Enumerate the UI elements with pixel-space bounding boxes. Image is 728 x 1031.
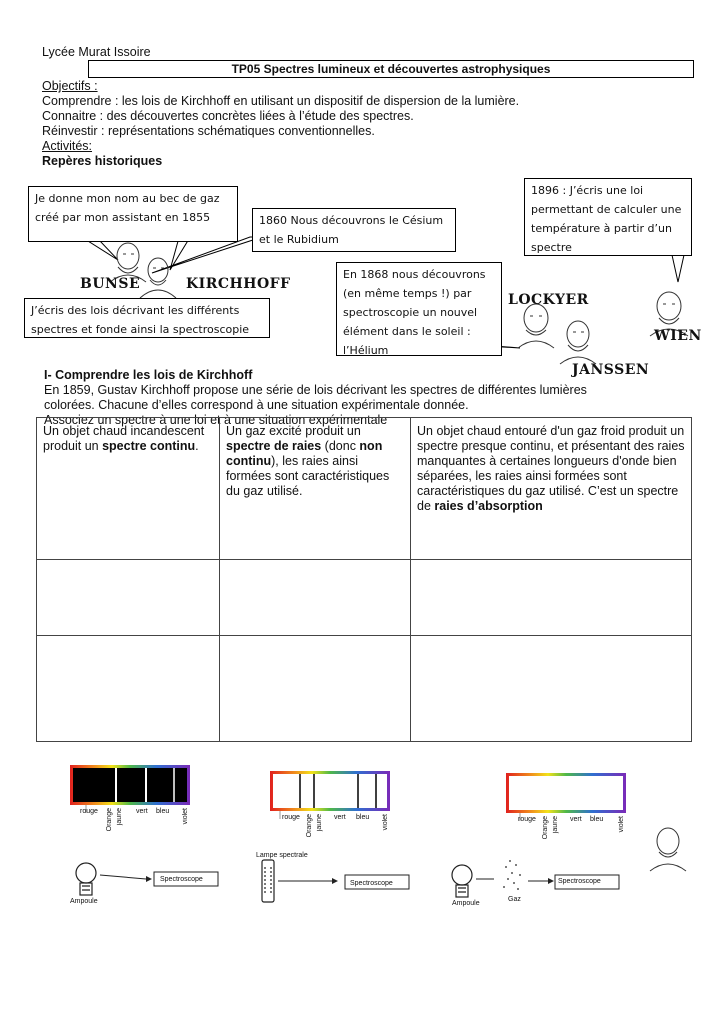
- lampe-spectrale-label: Lampe spectrale: [256, 852, 308, 859]
- law-continuous-cell: [37, 418, 220, 560]
- school-name: Lycée Murat Issoire: [42, 45, 151, 59]
- objectifs-section: [42, 79, 519, 169]
- gaz-label: Gaz: [508, 896, 521, 903]
- answer-cell[interactable]: [37, 636, 220, 742]
- law-text: Un objet chaud entouré d'un gaz froid produit un spectre presque continu, et présentant des raies manquantes à certaines longueurs d'onde bien séparées, les raies ainsi formées sont caractéristiques du gaz utilisé. C’est un spectre de: [417, 424, 685, 513]
- janssen-name: JANSSEN: [572, 362, 650, 378]
- answer-cell[interactable]: [220, 560, 411, 636]
- reperes-heading: Repères historiques: [42, 154, 163, 168]
- color-label: bleu: [590, 816, 604, 823]
- law-text: .: [195, 439, 199, 453]
- answer-cell[interactable]: [37, 560, 220, 636]
- spectra-diagrams: [0, 755, 728, 930]
- bunsen-name: BUNSE: [80, 276, 141, 292]
- color-label: rouge: [518, 816, 536, 823]
- color-label: bleu: [356, 814, 370, 821]
- wien-name: WIEN: [654, 328, 702, 344]
- spectroscope-label: Spectroscope: [350, 880, 393, 887]
- kirchhoff-laws-table: [36, 417, 692, 742]
- law-text: Un objet chaud incandescent produit un: [43, 424, 205, 453]
- wien-speech-bubble: 1896 : J’écris une loi permettant de calculer une température à partir d’un spectre: [524, 178, 692, 256]
- lockyer-portrait-icon: [518, 304, 554, 348]
- color-label: bleu: [156, 808, 170, 815]
- law-keyword: non continu: [226, 439, 383, 468]
- color-label: rouge: [282, 814, 300, 821]
- color-label: Orange: [542, 816, 549, 840]
- objectifs-heading: Objectifs :: [42, 79, 98, 93]
- objectif-line: Connaitre : des découvertes concrètes liées à l’étude des spectres.: [42, 109, 414, 123]
- section-line: En 1859, Gustav Kirchhoff propose une série de lois décrivant les spectres de différentes lumières: [44, 383, 587, 397]
- spectroscope-label: Spectroscope: [160, 876, 203, 883]
- color-label: vert: [334, 814, 346, 821]
- spectral-lamp-icon: [262, 860, 274, 902]
- spectrum-2: [270, 771, 390, 811]
- color-label: jaune: [316, 814, 323, 832]
- law-text: Un gaz excité produit un: [226, 424, 361, 438]
- color-label: Orange: [306, 814, 313, 838]
- spectrum-1: [70, 765, 190, 805]
- answer-cell[interactable]: [411, 636, 692, 742]
- law-keyword: spectre continu: [102, 439, 196, 453]
- section-line: colorées. Chacune d’elles correspond à une situation expérimentale donnée.: [44, 398, 469, 412]
- color-label: rouge: [80, 808, 98, 815]
- helium-speech-bubble: En 1868 nous découvrons (en même temps !) par spectroscopie un nouvel élément dans le soleil : l’Hélium: [336, 262, 502, 356]
- cesium-speech-bubble: 1860 Nous découvrons le Césium et le Rubidium: [252, 208, 456, 252]
- color-label: violet: [618, 816, 625, 833]
- color-label: Orange: [106, 808, 113, 832]
- janssen-portrait-icon: [560, 321, 596, 364]
- kirchhoff-speech-bubble: J’écris des lois décrivant les différents spectres et fonde ainsi la spectroscopie: [24, 298, 270, 338]
- light-path-arrow: [100, 875, 146, 879]
- gas-cloud-icon: [503, 860, 521, 890]
- page-title: TP05 Spectres lumineux et découvertes astrophysiques: [88, 60, 694, 78]
- spectroscope-label: Spectroscope: [558, 878, 601, 885]
- ampoule-label: Ampoule: [452, 900, 480, 907]
- law-text: ), les raies ainsi formées sont caractéristiques du gaz utilisé.: [226, 454, 390, 498]
- color-label: jaune: [116, 808, 123, 826]
- color-label: jaune: [552, 816, 559, 834]
- objectif-line: Comprendre : les lois de Kirchhoff en utilisant un dispositif de dispersion de la lumière.: [42, 94, 520, 108]
- answer-cell[interactable]: [220, 636, 411, 742]
- wien-small-portrait-icon: [650, 828, 686, 871]
- color-label: violet: [182, 808, 189, 825]
- section-line: Associez un spectre à une loi et à une situation expérimentale: [44, 413, 388, 427]
- objectif-line: Réinvestir : représentations schématiques conventionnelles.: [42, 124, 375, 138]
- bulb-icon: [452, 865, 472, 897]
- law-text: (donc: [321, 439, 360, 453]
- color-label: vert: [136, 808, 148, 815]
- law-keyword: raies d’absorption: [434, 499, 543, 513]
- law-absorption-cell: [411, 418, 692, 560]
- color-label: vert: [570, 816, 582, 823]
- kirchhoff-portrait-icon: [140, 258, 176, 298]
- ampoule-label: Ampoule: [70, 898, 98, 905]
- spectrum-3: [506, 773, 626, 813]
- lockyer-name: LOCKYER: [508, 292, 589, 308]
- kirchhoff-name: KIRCHHOFF: [186, 276, 291, 292]
- color-label: violet: [382, 814, 389, 831]
- bunsen-speech-bubble: Je donne mon nom au bec de gaz créé par mon assistant en 1855: [28, 186, 238, 242]
- section-title: I- Comprendre les lois de Kirchhoff: [44, 368, 253, 382]
- law-keyword: spectre de raies: [226, 439, 322, 453]
- answer-cell[interactable]: [411, 560, 692, 636]
- law-emission-cell: [220, 418, 411, 560]
- activites-heading: Activités:: [42, 139, 93, 153]
- bulb-icon: [76, 863, 96, 895]
